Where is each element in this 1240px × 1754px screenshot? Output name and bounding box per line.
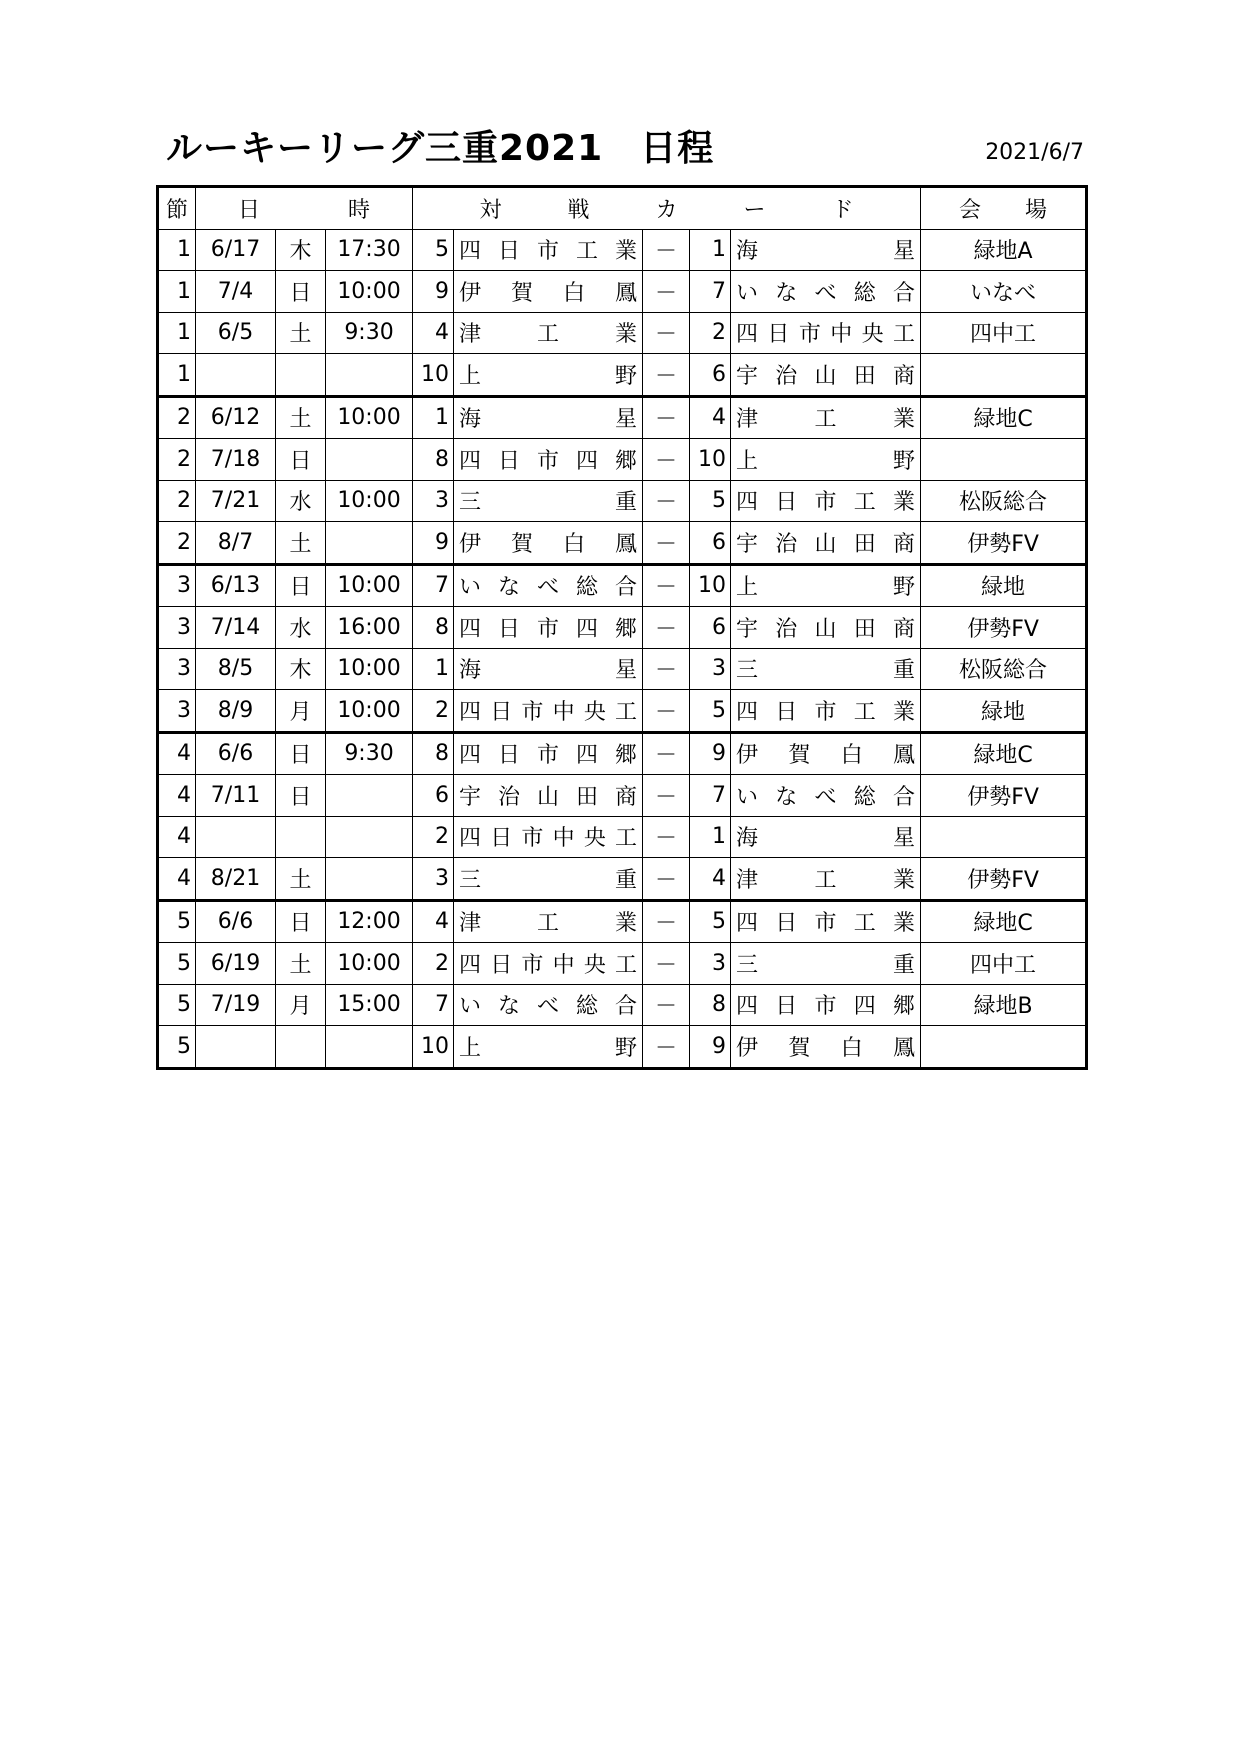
round-cell: 1 <box>158 271 196 313</box>
separator-cell: － <box>643 229 690 271</box>
home-team-cell: い な べ 総 合 <box>454 984 643 1026</box>
separator-cell: － <box>643 816 690 858</box>
day-cell <box>276 354 326 397</box>
time-cell: 9:30 <box>326 732 413 775</box>
table-row <box>158 984 1087 1026</box>
venue-cell: 緑地 <box>921 564 1087 607</box>
day-cell: 土 <box>276 943 326 985</box>
home-number-cell: 3 <box>413 858 454 901</box>
away-number-cell: 3 <box>690 648 731 690</box>
day-cell: 土 <box>276 396 326 439</box>
round-cell: 3 <box>158 648 196 690</box>
date-cell: 7/14 <box>196 607 276 649</box>
home-number-cell: 10 <box>413 354 454 397</box>
away-team-cell: 津 工 業 <box>731 396 921 439</box>
date-cell: 7/4 <box>196 271 276 313</box>
schedule-table <box>156 185 1088 1070</box>
home-team-cell: 四 日 市 中 央 工 <box>454 690 643 733</box>
home-number-cell: 3 <box>413 480 454 522</box>
venue-cell: 伊勢FV <box>921 522 1087 565</box>
home-number-cell: 9 <box>413 271 454 313</box>
date-cell <box>196 1026 276 1069</box>
home-number-cell: 7 <box>413 564 454 607</box>
venue-cell: 緑地 <box>921 690 1087 733</box>
away-team-cell: 四 日 市 工 業 <box>731 480 921 522</box>
separator-cell: － <box>643 984 690 1026</box>
time-cell: 17:30 <box>326 229 413 271</box>
home-number-cell: 2 <box>413 690 454 733</box>
venue-cell <box>921 354 1087 397</box>
time-cell: 10:00 <box>326 271 413 313</box>
home-team-cell: 四 日 市 四 郷 <box>454 732 643 775</box>
away-number-cell: 9 <box>690 1026 731 1069</box>
date-cell: 8/9 <box>196 690 276 733</box>
home-number-cell: 2 <box>413 816 454 858</box>
away-team-cell: 四 日 市 工 業 <box>731 690 921 733</box>
separator-cell: － <box>643 858 690 901</box>
away-team-cell: 宇 治 山 田 商 <box>731 607 921 649</box>
home-team-cell: 四 日 市 中 央 工 <box>454 943 643 985</box>
header-venue: 会 場 <box>921 187 1087 230</box>
round-cell: 4 <box>158 858 196 901</box>
separator-cell: － <box>643 271 690 313</box>
away-number-cell: 5 <box>690 480 731 522</box>
venue-cell: 松阪総合 <box>921 480 1087 522</box>
home-number-cell: 2 <box>413 943 454 985</box>
home-number-cell: 4 <box>413 900 454 943</box>
away-team-cell: 伊 賀 白 鳳 <box>731 1026 921 1069</box>
date-cell: 6/13 <box>196 564 276 607</box>
time-cell: 10:00 <box>326 396 413 439</box>
date-cell <box>196 354 276 397</box>
table-row <box>158 607 1087 649</box>
table-row <box>158 396 1087 439</box>
time-cell <box>326 775 413 817</box>
venue-cell: 伊勢FV <box>921 607 1087 649</box>
home-number-cell: 5 <box>413 229 454 271</box>
venue-cell: 緑地C <box>921 900 1087 943</box>
date-cell: 8/7 <box>196 522 276 565</box>
day-cell <box>276 816 326 858</box>
separator-cell: － <box>643 480 690 522</box>
home-number-cell: 4 <box>413 312 454 354</box>
away-number-cell: 2 <box>690 312 731 354</box>
home-team-cell: 津 工 業 <box>454 900 643 943</box>
round-cell: 4 <box>158 732 196 775</box>
venue-cell: いなべ <box>921 271 1087 313</box>
home-team-cell: 津 工 業 <box>454 312 643 354</box>
header-matchup: 対 戦 カ ー ド <box>413 187 921 230</box>
day-cell: 日 <box>276 564 326 607</box>
table-row <box>158 564 1087 607</box>
day-cell: 水 <box>276 607 326 649</box>
away-number-cell: 1 <box>690 229 731 271</box>
time-cell: 10:00 <box>326 648 413 690</box>
home-team-cell: 海 星 <box>454 648 643 690</box>
away-team-cell: 四 日 市 四 郷 <box>731 984 921 1026</box>
home-number-cell: 7 <box>413 984 454 1026</box>
time-cell: 16:00 <box>326 607 413 649</box>
venue-cell: 松阪総合 <box>921 648 1087 690</box>
table-row <box>158 816 1087 858</box>
separator-cell: － <box>643 564 690 607</box>
home-team-cell: 四 日 市 工 業 <box>454 229 643 271</box>
round-cell: 3 <box>158 690 196 733</box>
day-cell: 日 <box>276 900 326 943</box>
away-number-cell: 10 <box>690 564 731 607</box>
round-cell: 5 <box>158 900 196 943</box>
away-team-cell: 宇 治 山 田 商 <box>731 522 921 565</box>
away-team-cell: 上 野 <box>731 439 921 481</box>
round-cell: 4 <box>158 816 196 858</box>
venue-cell <box>921 1026 1087 1069</box>
time-cell <box>326 1026 413 1069</box>
table-row <box>158 229 1087 271</box>
separator-cell: － <box>643 690 690 733</box>
venue-cell <box>921 439 1087 481</box>
separator-cell: － <box>643 354 690 397</box>
away-number-cell: 1 <box>690 816 731 858</box>
day-cell: 水 <box>276 480 326 522</box>
header-row <box>158 187 1087 230</box>
date-cell: 6/17 <box>196 229 276 271</box>
document-date: 2021/6/7 <box>985 140 1084 165</box>
table-row <box>158 439 1087 481</box>
round-cell: 2 <box>158 480 196 522</box>
away-team-cell: 三 重 <box>731 943 921 985</box>
away-number-cell: 9 <box>690 732 731 775</box>
time-cell <box>326 522 413 565</box>
round-cell: 2 <box>158 522 196 565</box>
away-team-cell: 伊 賀 白 鳳 <box>731 732 921 775</box>
round-cell: 4 <box>158 775 196 817</box>
header-datetime: 日 時 <box>196 187 413 230</box>
venue-cell: 伊勢FV <box>921 775 1087 817</box>
time-cell: 12:00 <box>326 900 413 943</box>
time-cell: 10:00 <box>326 480 413 522</box>
home-team-cell: 伊 賀 白 鳳 <box>454 522 643 565</box>
away-number-cell: 6 <box>690 607 731 649</box>
time-cell: 10:00 <box>326 690 413 733</box>
date-cell: 6/19 <box>196 943 276 985</box>
table-row <box>158 732 1087 775</box>
day-cell: 土 <box>276 312 326 354</box>
home-number-cell: 8 <box>413 439 454 481</box>
table-row <box>158 775 1087 817</box>
home-team-cell: い な べ 総 合 <box>454 564 643 607</box>
separator-cell: － <box>643 522 690 565</box>
date-cell: 7/19 <box>196 984 276 1026</box>
date-cell <box>196 816 276 858</box>
day-cell: 土 <box>276 858 326 901</box>
separator-cell: － <box>643 312 690 354</box>
date-cell: 6/5 <box>196 312 276 354</box>
time-cell: 9:30 <box>326 312 413 354</box>
home-number-cell: 1 <box>413 648 454 690</box>
separator-cell: － <box>643 439 690 481</box>
separator-cell: － <box>643 1026 690 1069</box>
home-number-cell: 1 <box>413 396 454 439</box>
separator-cell: － <box>643 396 690 439</box>
venue-cell: 四中工 <box>921 943 1087 985</box>
date-cell: 8/21 <box>196 858 276 901</box>
table-row <box>158 648 1087 690</box>
table-row <box>158 354 1087 397</box>
date-cell: 8/5 <box>196 648 276 690</box>
away-number-cell: 4 <box>690 396 731 439</box>
table-row <box>158 690 1087 733</box>
table-row <box>158 271 1087 313</box>
table-row <box>158 943 1087 985</box>
time-cell <box>326 354 413 397</box>
away-team-cell: 海 星 <box>731 229 921 271</box>
home-number-cell: 10 <box>413 1026 454 1069</box>
day-cell: 木 <box>276 648 326 690</box>
time-cell <box>326 858 413 901</box>
day-cell: 木 <box>276 229 326 271</box>
separator-cell: － <box>643 732 690 775</box>
round-cell: 5 <box>158 984 196 1026</box>
venue-cell: 四中工 <box>921 312 1087 354</box>
date-cell: 7/21 <box>196 480 276 522</box>
home-number-cell: 8 <box>413 732 454 775</box>
away-number-cell: 6 <box>690 354 731 397</box>
home-team-cell: 海 星 <box>454 396 643 439</box>
away-number-cell: 7 <box>690 271 731 313</box>
round-cell: 5 <box>158 943 196 985</box>
home-team-cell: 上 野 <box>454 354 643 397</box>
home-team-cell: 伊 賀 白 鳳 <box>454 271 643 313</box>
separator-cell: － <box>643 900 690 943</box>
separator-cell: － <box>643 607 690 649</box>
away-team-cell: 上 野 <box>731 564 921 607</box>
time-cell <box>326 439 413 481</box>
round-cell: 1 <box>158 354 196 397</box>
round-cell: 2 <box>158 439 196 481</box>
separator-cell: － <box>643 648 690 690</box>
home-team-cell: 三 重 <box>454 480 643 522</box>
venue-cell: 伊勢FV <box>921 858 1087 901</box>
venue-cell: 緑地C <box>921 396 1087 439</box>
venue-cell: 緑地C <box>921 732 1087 775</box>
venue-cell: 緑地A <box>921 229 1087 271</box>
home-number-cell: 8 <box>413 607 454 649</box>
day-cell: 日 <box>276 271 326 313</box>
table-row <box>158 1026 1087 1069</box>
date-cell: 7/11 <box>196 775 276 817</box>
day-cell: 月 <box>276 690 326 733</box>
home-team-cell: 四 日 市 四 郷 <box>454 439 643 481</box>
time-cell: 10:00 <box>326 943 413 985</box>
day-cell: 日 <box>276 775 326 817</box>
away-team-cell: い な べ 総 合 <box>731 271 921 313</box>
away-team-cell: 四 日 市 中 央 工 <box>731 312 921 354</box>
away-team-cell: 海 星 <box>731 816 921 858</box>
day-cell: 日 <box>276 732 326 775</box>
away-number-cell: 6 <box>690 522 731 565</box>
away-team-cell: い な べ 総 合 <box>731 775 921 817</box>
round-cell: 3 <box>158 607 196 649</box>
home-number-cell: 9 <box>413 522 454 565</box>
day-cell: 月 <box>276 984 326 1026</box>
away-number-cell: 8 <box>690 984 731 1026</box>
table-row <box>158 858 1087 901</box>
table-row <box>158 312 1087 354</box>
venue-cell <box>921 816 1087 858</box>
round-cell: 2 <box>158 396 196 439</box>
time-cell: 10:00 <box>326 564 413 607</box>
away-number-cell: 7 <box>690 775 731 817</box>
day-cell <box>276 1026 326 1069</box>
date-cell: 7/18 <box>196 439 276 481</box>
away-team-cell: 三 重 <box>731 648 921 690</box>
separator-cell: － <box>643 775 690 817</box>
home-team-cell: 四 日 市 四 郷 <box>454 607 643 649</box>
schedule-body <box>158 229 1087 1068</box>
home-team-cell: 四 日 市 中 央 工 <box>454 816 643 858</box>
away-number-cell: 10 <box>690 439 731 481</box>
table-row <box>158 480 1087 522</box>
round-cell: 5 <box>158 1026 196 1069</box>
away-number-cell: 5 <box>690 690 731 733</box>
venue-cell: 緑地B <box>921 984 1087 1026</box>
home-team-cell: 上 野 <box>454 1026 643 1069</box>
header-round: 節 <box>158 187 196 230</box>
time-cell <box>326 816 413 858</box>
table-row <box>158 900 1087 943</box>
day-cell: 土 <box>276 522 326 565</box>
table-row <box>158 522 1087 565</box>
away-team-cell: 宇 治 山 田 商 <box>731 354 921 397</box>
home-number-cell: 6 <box>413 775 454 817</box>
round-cell: 1 <box>158 229 196 271</box>
away-number-cell: 4 <box>690 858 731 901</box>
date-cell: 6/6 <box>196 900 276 943</box>
away-number-cell: 5 <box>690 900 731 943</box>
separator-cell: － <box>643 943 690 985</box>
home-team-cell: 三 重 <box>454 858 643 901</box>
date-cell: 6/12 <box>196 396 276 439</box>
home-team-cell: 宇 治 山 田 商 <box>454 775 643 817</box>
away-team-cell: 四 日 市 工 業 <box>731 900 921 943</box>
date-cell: 6/6 <box>196 732 276 775</box>
day-cell: 日 <box>276 439 326 481</box>
away-number-cell: 3 <box>690 943 731 985</box>
round-cell: 1 <box>158 312 196 354</box>
away-team-cell: 津 工 業 <box>731 858 921 901</box>
time-cell: 15:00 <box>326 984 413 1026</box>
page-title: ルーキーリーグ三重2021 日程 <box>166 128 715 169</box>
round-cell: 3 <box>158 564 196 607</box>
